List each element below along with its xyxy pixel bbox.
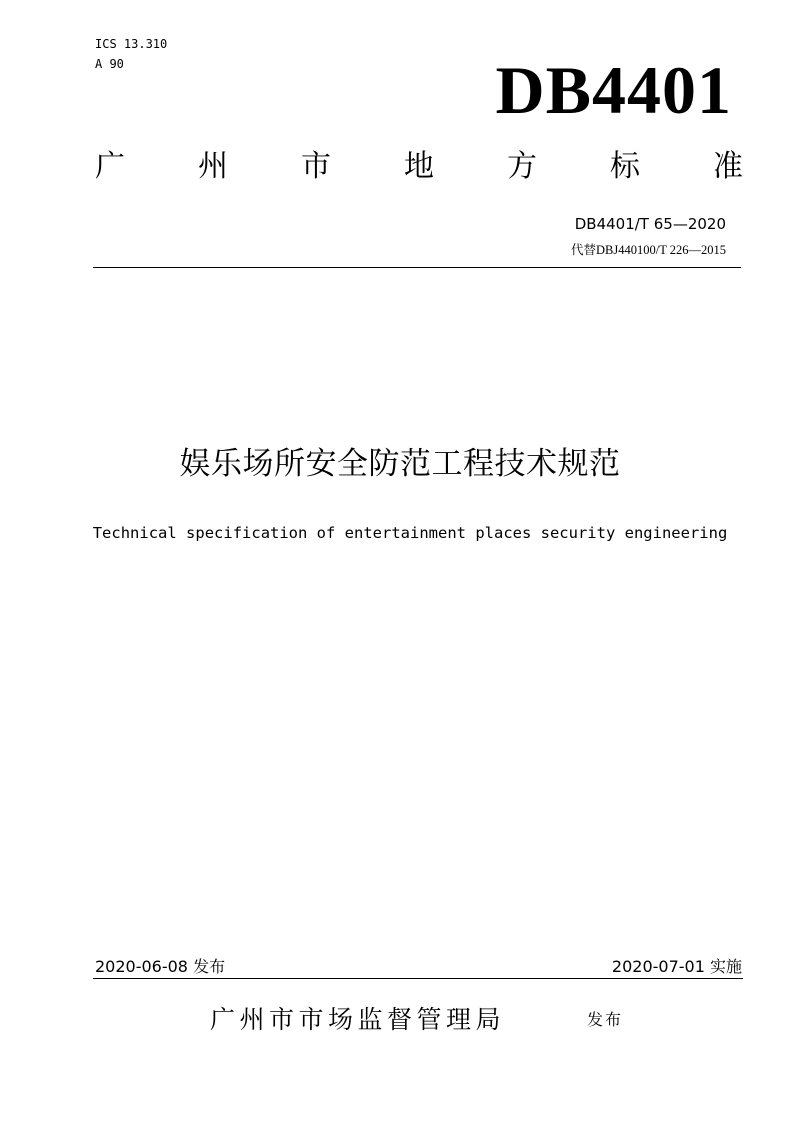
- standard-type-heading: [95, 145, 743, 189]
- ics-code: ICS 13.310: [95, 37, 168, 51]
- standard-number: DB4401/T 65—2020: [574, 215, 726, 233]
- publish-date: 2020-06-08 发布: [95, 957, 226, 976]
- issuing-authority: 广州市市场监督管理局: [210, 1005, 506, 1034]
- standard-type-char: 广: [95, 149, 125, 184]
- footer-divider: [93, 978, 743, 979]
- header-divider: [93, 267, 741, 268]
- standard-type-char: 标: [610, 149, 640, 184]
- standard-type-char: 地: [404, 149, 434, 184]
- implement-date: 2020-07-01 实施: [611, 957, 742, 976]
- issuer-suffix: 发布: [587, 1010, 624, 1029]
- standard-type-char: 准: [713, 149, 743, 184]
- document-title-english: Technical specification of entertainment places security engineering: [92, 524, 728, 542]
- document-title-chinese: 娱乐场所安全防范工程技术规范: [179, 446, 621, 482]
- standard-type-char: 州: [198, 149, 228, 184]
- replaces-standard: 代替DBJ440100/T 226—2015: [571, 243, 726, 257]
- db-code-heading: DB4401: [495, 52, 732, 128]
- standard-type-char: 方: [507, 149, 537, 184]
- standard-type-char: 市: [301, 149, 331, 184]
- ccs-code: A 90: [95, 57, 124, 71]
- classification-codes: [95, 34, 167, 74]
